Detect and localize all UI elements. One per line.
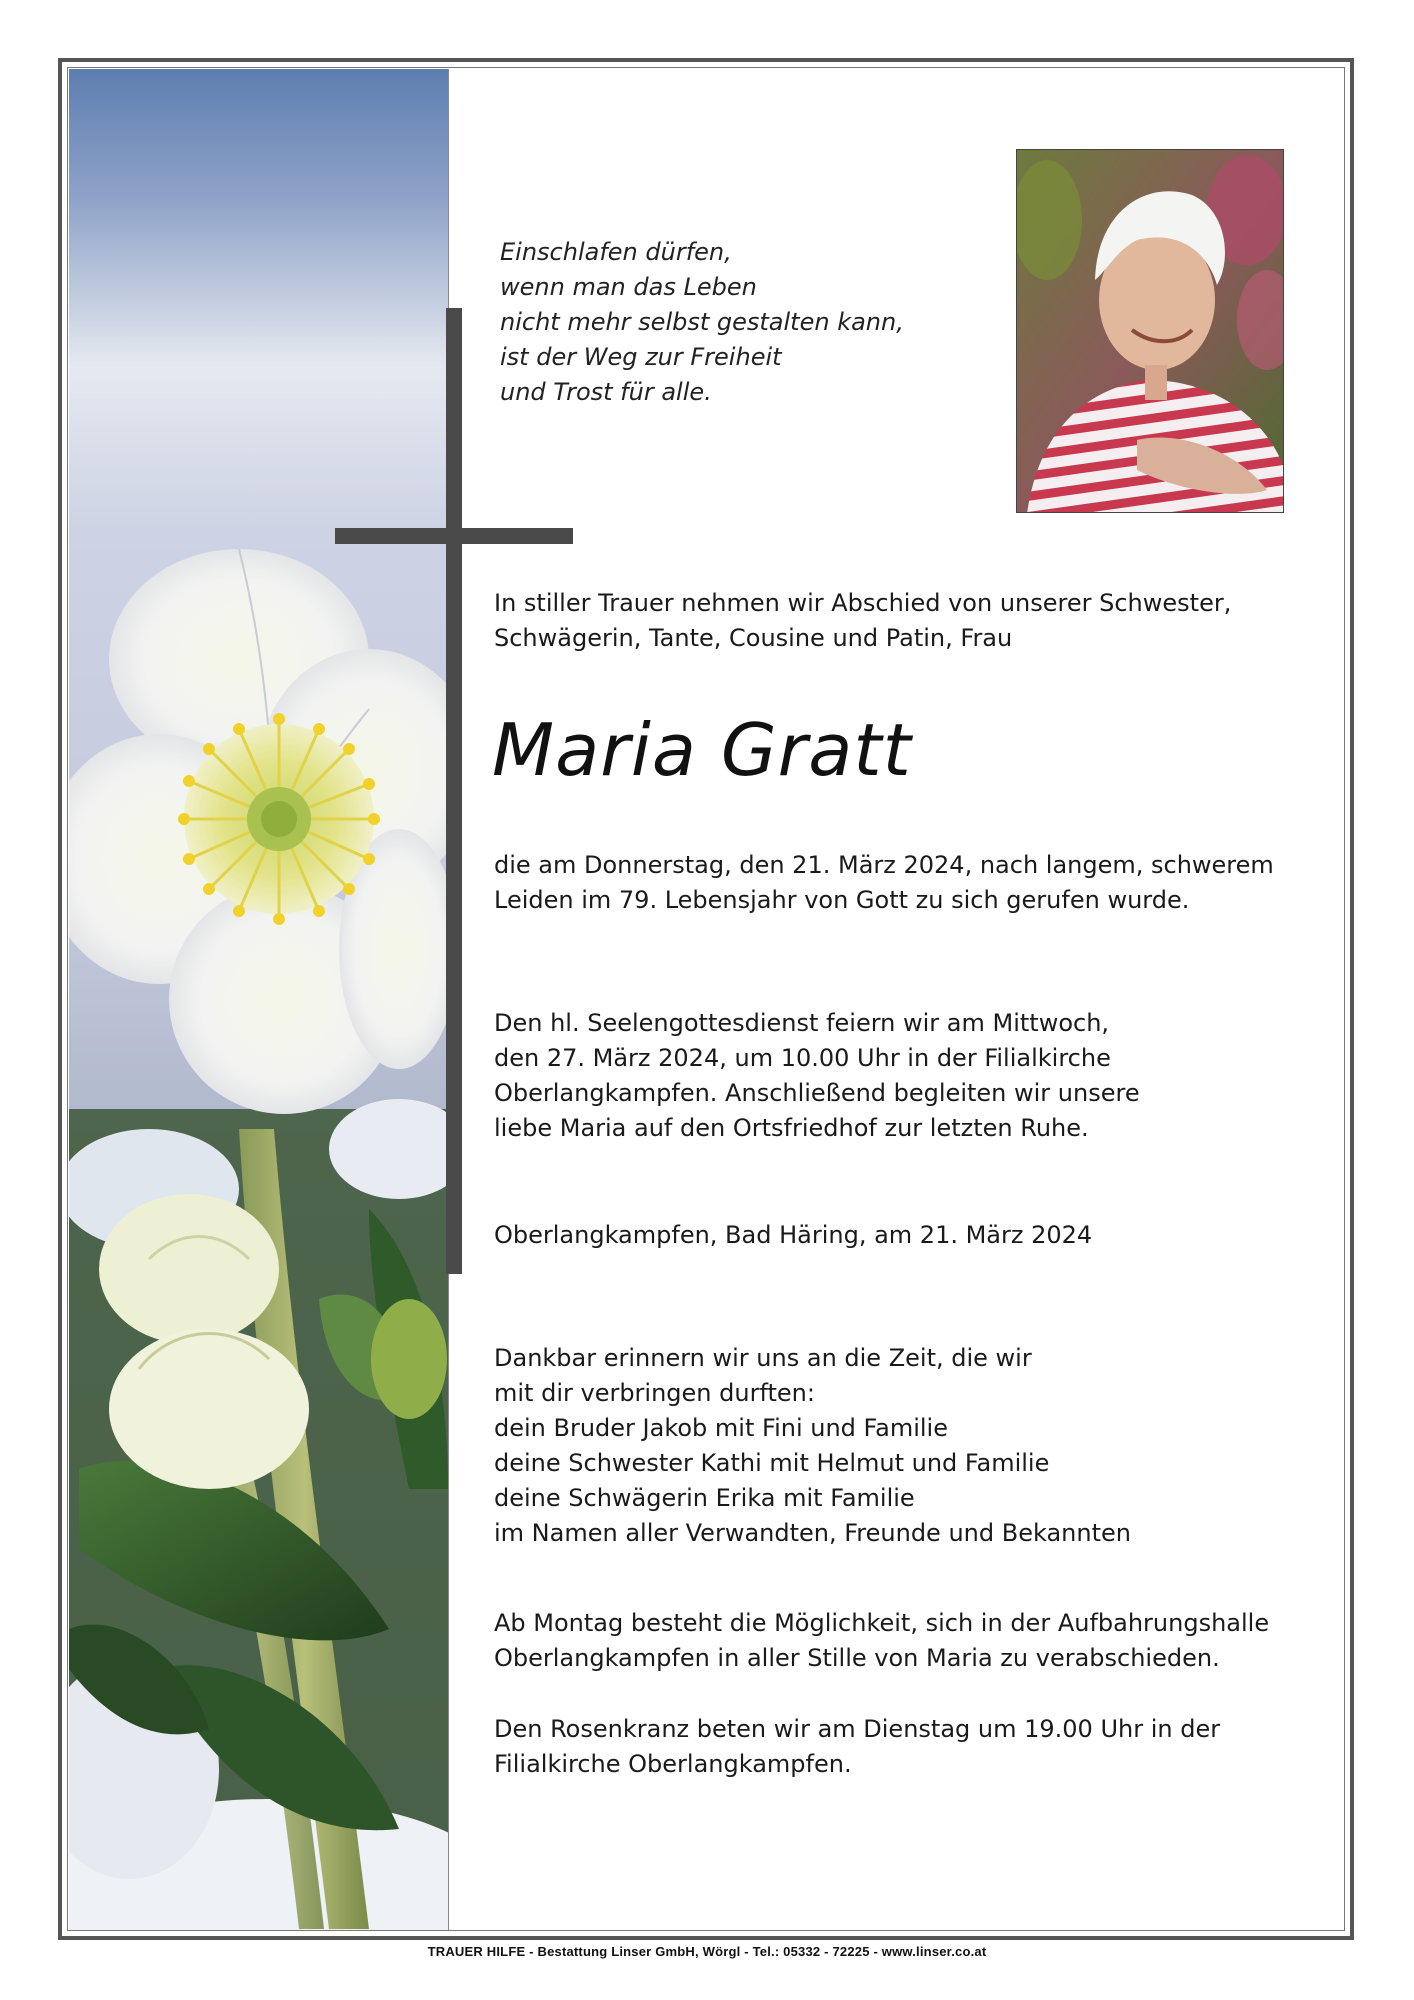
viewing-info [494, 1606, 1314, 1676]
family-line: deine Schwester Kathi mit Helmut und Familie [494, 1449, 1050, 1477]
funeral-line: liebe Maria auf den Ortsfriedhof zur letzten Ruhe. [494, 1114, 1089, 1142]
intro-line: In stiller Trauer nehmen wir Abschied von unserer Schwester, [494, 589, 1232, 617]
footer-imprint: TRAUER HILFE - Bestattung Linser GmbH, Wörgl - Tel.: 05332 - 72225 - www.linser.co.at [427, 1944, 987, 1959]
poem-line: Einschlafen dürfen, [500, 238, 732, 266]
funeral-line: den 27. März 2024, um 10.00 Uhr in der Filialkirche [494, 1044, 1111, 1072]
poem [500, 235, 980, 410]
family-line: im Namen aller Verwandten, Freunde und Bekannten [494, 1519, 1131, 1547]
family-line: mit dir verbringen durften: [494, 1379, 815, 1407]
funeral-line: Den hl. Seelengottesdienst feiern wir am Mittwoch, [494, 1009, 1110, 1037]
cross-bar [335, 528, 573, 544]
family-line: Dankbar erinnern wir uns an die Zeit, die wir [494, 1344, 1032, 1372]
poem-line: wenn man das Leben [500, 273, 757, 301]
deceased-name: Maria Gratt [492, 708, 912, 792]
intro-text [494, 586, 1314, 656]
intro-line: Schwägerin, Tante, Cousine und Patin, Frau [494, 624, 1013, 652]
family-list [494, 1341, 1314, 1551]
poem-line: und Trost für alle. [500, 378, 712, 406]
viewing-line: Oberlangkampfen in aller Stille von Maria zu verabschieden. [494, 1644, 1220, 1672]
rosary-info [494, 1712, 1314, 1782]
rosary-line: Den Rosenkranz beten wir am Dienstag um 19.00 Uhr in der [494, 1715, 1221, 1743]
death-notice-line: die am Donnerstag, den 21. März 2024, nach langem, schwerem [494, 851, 1274, 879]
family-line: deine Schwägerin Erika mit Familie [494, 1484, 915, 1512]
funeral-info [494, 1006, 1314, 1146]
portrait-photo [1016, 149, 1284, 513]
death-notice-line: Leiden im 79. Lebensjahr von Gott zu sich gerufen wurde. [494, 886, 1190, 914]
family-line: dein Bruder Jakob mit Fini und Familie [494, 1414, 948, 1442]
place-date-line: Oberlangkampfen, Bad Häring, am 21. März 2024 [494, 1221, 1093, 1249]
place-date [494, 1218, 1314, 1253]
funeral-line: Oberlangkampfen. Anschließend begleiten wir unsere [494, 1079, 1140, 1107]
poem-line: nicht mehr selbst gestalten kann, [500, 308, 904, 336]
death-notice [494, 848, 1314, 918]
rosary-line: Filialkirche Oberlangkampfen. [494, 1750, 852, 1778]
viewing-line: Ab Montag besteht die Möglichkeit, sich in der Aufbahrungshalle [494, 1609, 1270, 1637]
flower-photo [69, 69, 449, 1930]
poem-line: ist der Weg zur Freiheit [500, 343, 782, 371]
cross-icon [446, 308, 462, 1274]
